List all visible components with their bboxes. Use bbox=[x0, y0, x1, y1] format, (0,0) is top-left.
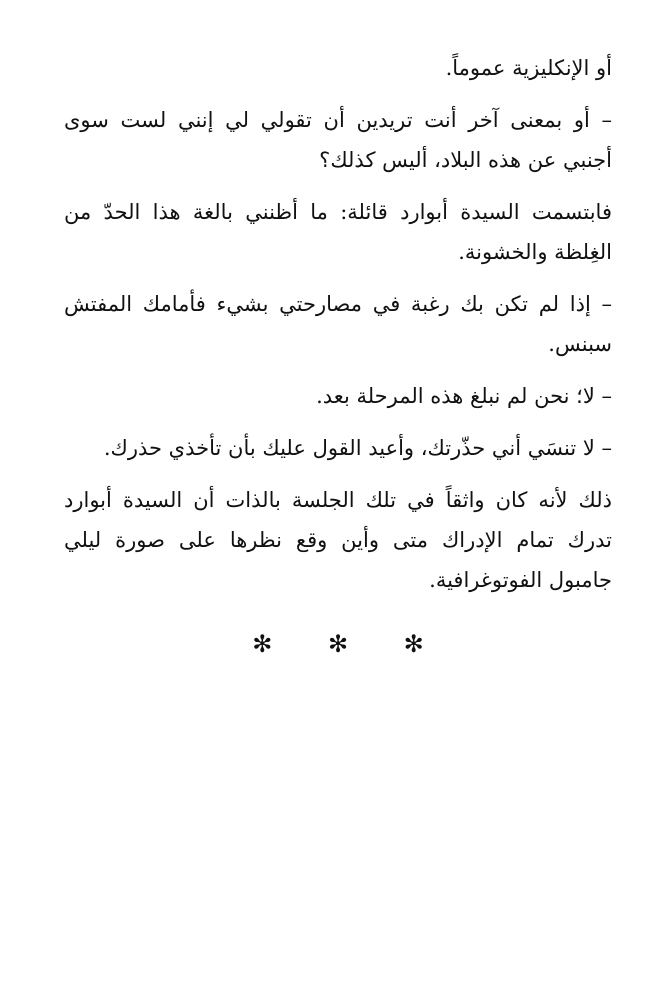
paragraph-6: – لا تنسَي أني حذّرتك، وأعيد القول عليك بأن تأخذي حذرك. bbox=[103, 436, 612, 460]
paragraph-3: فابتسمت السيدة أبوارد قائلة: ما أظنني بالغة هذا الحدّ من الغِلظة والخشونة. bbox=[64, 200, 612, 264]
paragraph-4: – إذا لم تكن بك رغبة في مصارحتي بشيء فأمامك المفتش سبنس. bbox=[64, 292, 612, 356]
section-separator: ✻ ✻ ✻ bbox=[252, 630, 448, 658]
paragraph-2: – أو بمعنى آخر أنت تريدين أن تقولي لي إنني لست سوى أجنبي عن هذه البلاد، أليس كذلك؟ bbox=[64, 108, 612, 172]
page-text bbox=[64, 48, 612, 664]
paragraph-1: أو الإنكليزية عموماً. bbox=[445, 56, 612, 80]
paragraph-5: – لا؛ نحن لم نبلغ هذه المرحلة بعد. bbox=[316, 384, 612, 408]
paragraph-7: ذلك لأنه كان واثقاً في تلك الجلسة بالذات أن السيدة أبوارد تدرك تمام الإدراك متى وأين وقع نظرها على صورة ليلي جامبول الفوتوغرافية. bbox=[64, 488, 612, 592]
